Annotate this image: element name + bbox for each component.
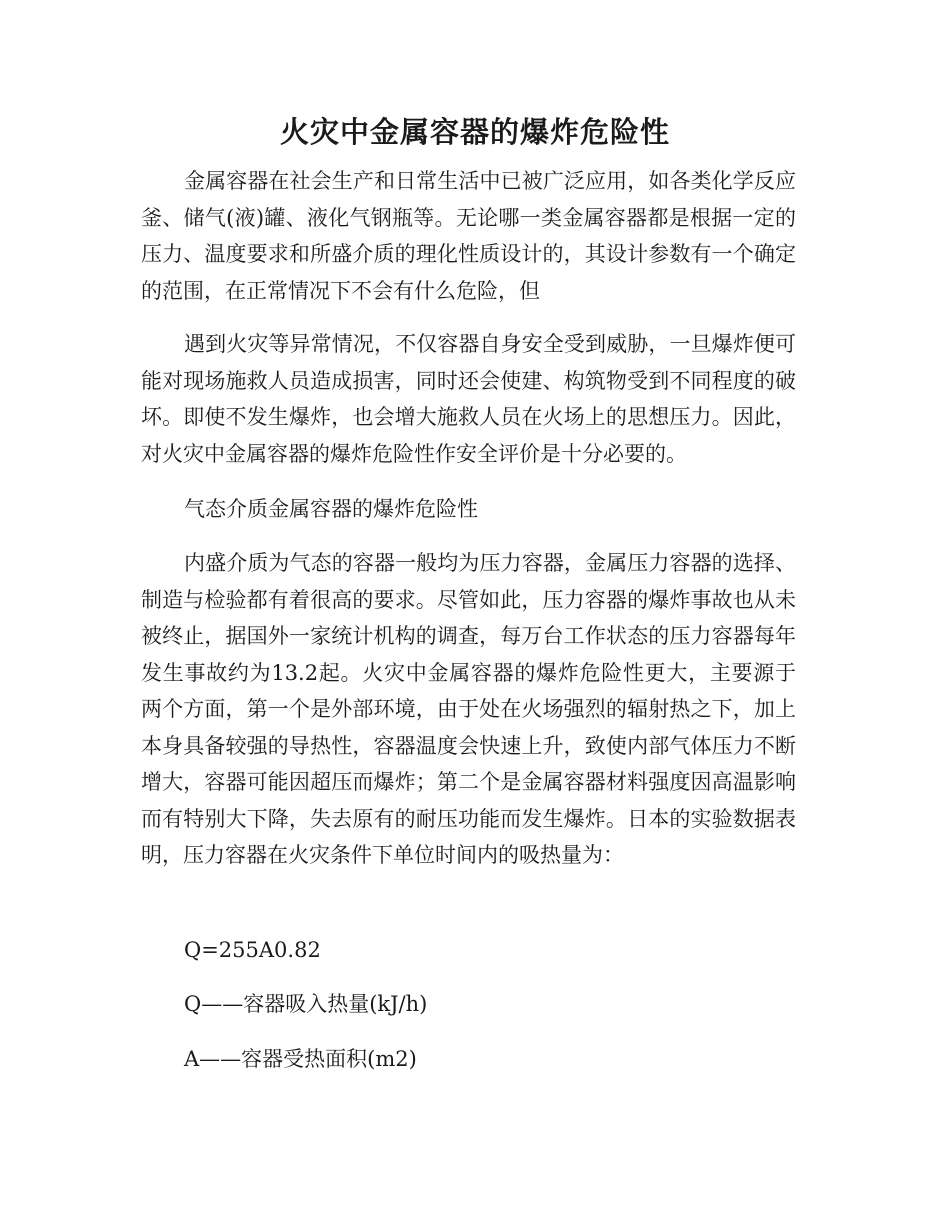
formula-definition-a: A——容器受热面积(m2) — [184, 1047, 417, 1071]
document-title: 火灾中金属容器的爆炸危险性 — [279, 115, 670, 149]
formula-definition-q: Q——容器吸入热量(kJ/h) — [184, 992, 428, 1016]
section-heading-gas-container: 气态介质金属容器的爆炸危险性 — [184, 497, 478, 521]
paragraph-intro: 金属容器在社会生产和日常生活中已被广泛应用，如各类化学反应釜、储气(液)罐、液化气钢瓶等。无论哪一类金属容器都是根据一定的压力、温度要求和所盛介质的理化性质设计的，其设计参数有一个确定的范围，在正常情况下不会有什么危险，但 — [141, 169, 796, 303]
paragraph-gas-container: 内盛介质为气态的容器一般均为压力容器，金属压力容器的选择、制造与检验都有着很高的要求。尽管如此，压力容器的爆炸事故也从未被终止，据国外一家统计机构的调查，每万台工作状态的压力容器每年发生事故约为13.2起。火灾中金属容器的爆炸危险性更大，主要源于两个方面，第一个是外部环境，由于处在火场强烈的辐射热之下，加上本身具备较强的导热性，容器温度会快速上升，致使内部气体压力不断增大，容器可能因超压而爆炸；第二个是金属容器材料强度因高温影响而有特别大下降，失去原有的耐压功能而发生爆炸。日本的实验数据表明，压力容器在火灾条件下单位时间内的吸热量为： — [141, 551, 796, 867]
paragraph-fire-risk: 遇到火灾等异常情况，不仅容器自身安全受到威胁，一旦爆炸便可能对现场施救人员造成损害，同时还会使建、构筑物受到不同程度的破坏。即使不发生爆炸，也会增大施救人员在火场上的思想压力。因此，对火灾中金属容器的爆炸危险性作安全评价是十分必要的。 — [141, 332, 796, 466]
formula-line: Q=255A0.82 — [184, 938, 321, 962]
